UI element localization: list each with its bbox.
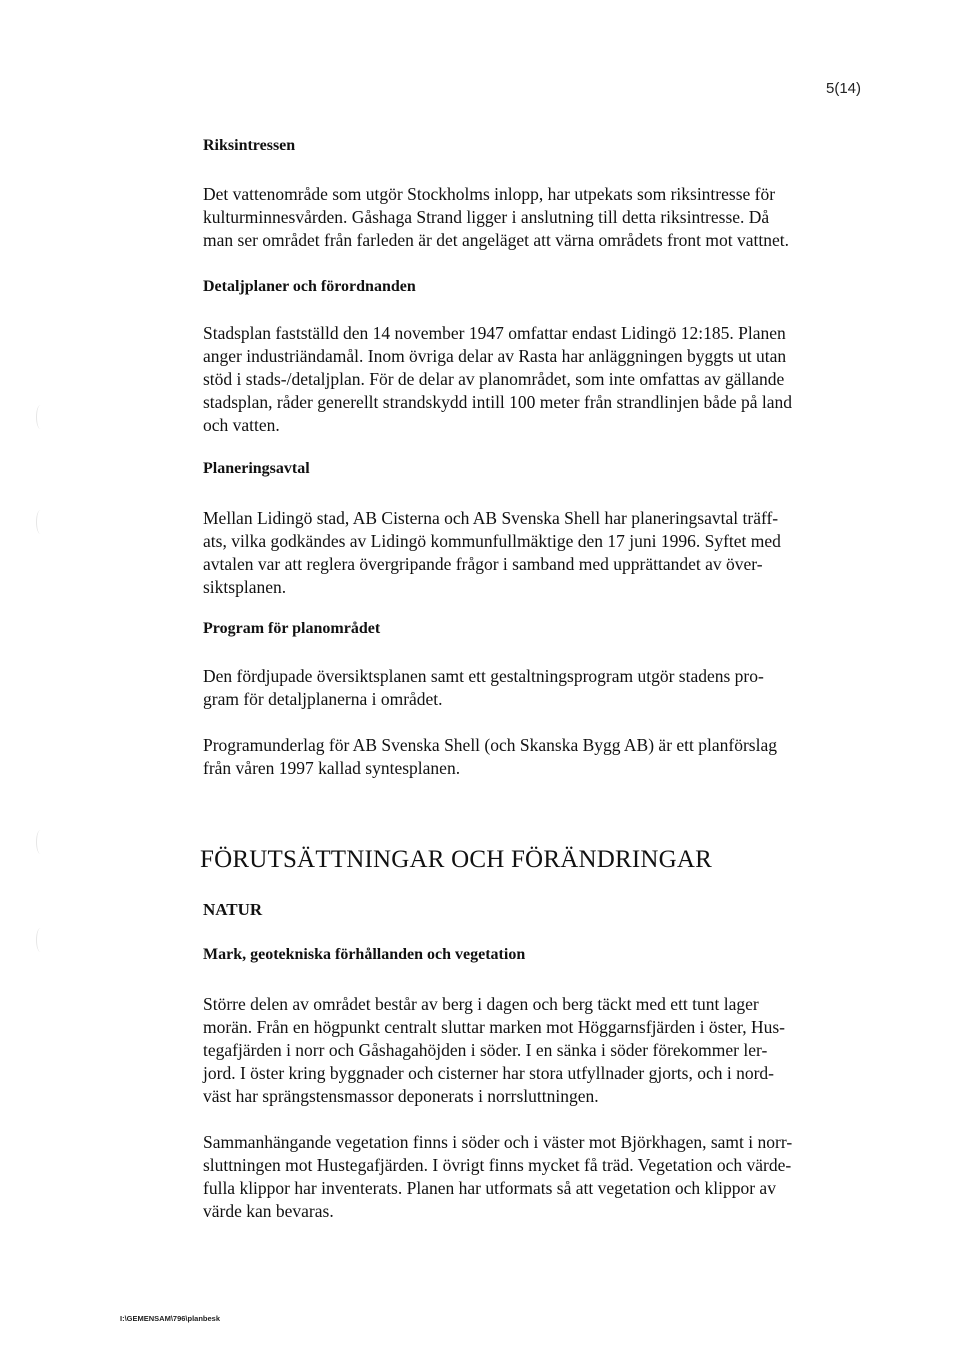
section-mark xyxy=(203,946,883,964)
section-program xyxy=(203,620,883,638)
text-line: tegafjärden i norr och Gåshagahöjden i söder. I en sänka i söder förekommer ler- xyxy=(203,1040,768,1060)
text-line: siktsplanen. xyxy=(203,577,287,597)
paragraph-mark-2 xyxy=(203,1131,883,1223)
heading-planeringsavtal: Planeringsavtal xyxy=(203,460,310,477)
text-line: Stadsplan fastställd den 14 november 1947 omfattar endast Lidingö 12:185. Planen xyxy=(203,323,786,343)
heading-detaljplaner: Detaljplaner och förordnanden xyxy=(203,278,416,295)
text-line: Programunderlag för AB Svenska Shell (och Skanska Bygg AB) är ett planförslag xyxy=(203,735,777,755)
section-detaljplaner xyxy=(203,278,883,296)
footer-file-path: I:\GEMENSAM\796\planbesk xyxy=(120,1314,221,1323)
text-line: fulla klippor har inventerats. Planen har utformats så att vegetation och klippor av xyxy=(203,1178,776,1198)
text-line: stöd i stads-/detaljplan. För de delar av planområdet, som inte omfattas av gällande xyxy=(203,369,785,389)
main-heading: FÖRUTSÄTTNINGAR OCH FÖRÄNDRINGAR xyxy=(200,846,712,873)
heading-riksintressen: Riksintressen xyxy=(203,137,296,154)
text-line: och vatten. xyxy=(203,415,280,435)
margin-mark xyxy=(36,928,45,952)
paragraph-riksintressen xyxy=(203,183,883,252)
text-line: från våren 1997 kallad syntesplanen. xyxy=(203,758,461,778)
text-line: Den fördjupade översiktsplanen samt ett gestaltningsprogram utgör stadens pro- xyxy=(203,666,764,686)
text-line: kulturminnesvården. Gåshaga Strand ligger i anslutning till detta riksintresse. Då xyxy=(203,207,770,227)
text-line: stadsplan, råder generellt strandskydd intill 100 meter från strandlinjen både på land xyxy=(203,392,792,412)
heading-mark-geotekniska: Mark, geotekniska förhållanden och vegetation xyxy=(203,946,526,963)
margin-mark xyxy=(36,510,45,534)
paragraph-program-1 xyxy=(203,665,883,711)
section-riksintressen xyxy=(203,137,883,155)
section-natur xyxy=(203,900,883,920)
text-line: jord. I öster kring byggnader och cisterner har stora utfyllnader gjorts, och i nord- xyxy=(203,1063,775,1083)
heading-natur: NATUR xyxy=(203,900,263,919)
margin-mark xyxy=(36,405,45,429)
text-line: man ser området från farleden är det angeläget att värna områdets front mot vattnet. xyxy=(203,230,789,250)
text-line: värde kan bevaras. xyxy=(203,1201,334,1221)
text-line: sluttningen mot Hustegafjärden. I övrigt finns mycket få träd. Vegetation och värde- xyxy=(203,1155,792,1175)
section-planeringsavtal xyxy=(203,460,883,478)
text-line: morän. Från en högpunkt centralt sluttar marken mot Höggarnsfjärden i öster, Hus- xyxy=(203,1017,785,1037)
text-line: Mellan Lidingö stad, AB Cisterna och AB Svenska Shell har planeringsavtal träff- xyxy=(203,508,779,528)
heading-program: Program för planområdet xyxy=(203,620,381,637)
paragraph-mark-1 xyxy=(203,993,883,1108)
margin-mark xyxy=(36,830,45,854)
text-line: Större delen av området består av berg i dagen och berg täckt med ett tunt lager xyxy=(203,994,759,1014)
text-line: gram för detaljplanerna i området. xyxy=(203,689,443,709)
text-line: Sammanhängande vegetation finns i söder och i väster mot Björkhagen, samt i norr- xyxy=(203,1132,793,1152)
paragraph-program-2 xyxy=(203,734,883,780)
text-line: avtalen var att reglera övergripande frågor i samband med upprättandet av över- xyxy=(203,554,763,574)
text-line: väst har sprängstensmassor deponerats i norrsluttningen. xyxy=(203,1086,599,1106)
page-number: 5(14) xyxy=(826,80,862,97)
paragraph-detaljplaner xyxy=(203,322,883,437)
text-line: anger industriändamål. Inom övriga delar av Rasta har anläggningen byggts ut utan xyxy=(203,346,787,366)
paragraph-planeringsavtal xyxy=(203,507,883,599)
text-line: Det vattenområde som utgör Stockholms inlopp, har utpekats som riksintresse för xyxy=(203,184,776,204)
text-line: ats, vilka godkändes av Lidingö kommunfullmäktige den 17 juni 1996. Syftet med xyxy=(203,531,781,551)
